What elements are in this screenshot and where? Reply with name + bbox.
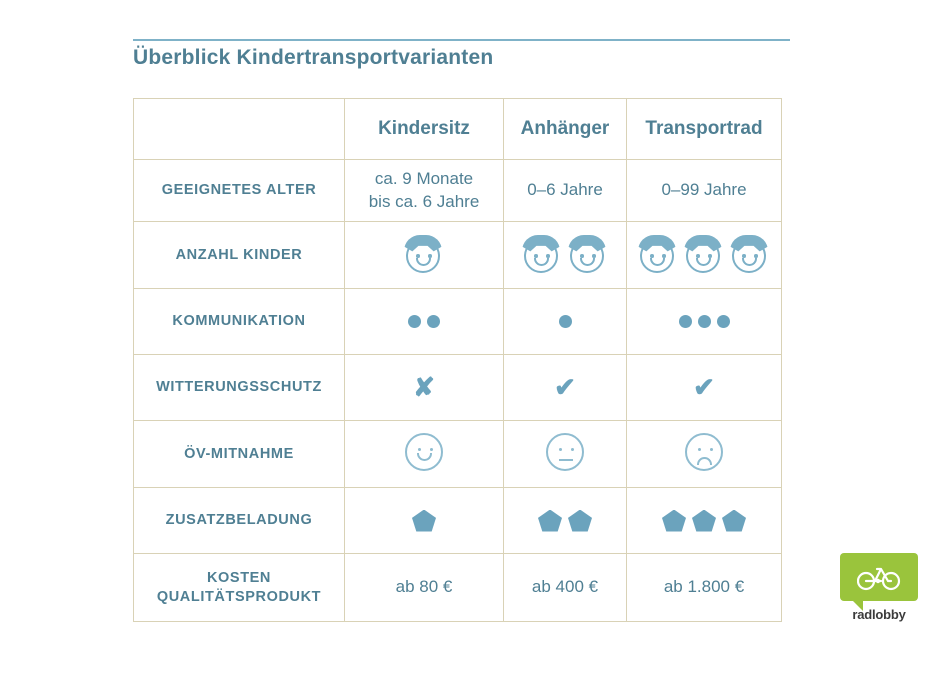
- cell-beladung-kindersitz: [345, 488, 504, 554]
- column-header-blank: [134, 99, 345, 160]
- table-header-row: [134, 99, 782, 160]
- row-label-alter: GEEIGNETES ALTER: [134, 160, 345, 222]
- cell-alter-kindersitz: [345, 160, 504, 222]
- bag-icon: [662, 510, 686, 532]
- cell-text-line1: ca. 9 Monate: [374, 168, 474, 188]
- child-face-icon: [730, 235, 770, 275]
- cell-kosten-transportrad: ab 1.800 €: [627, 554, 782, 622]
- cell-kosten-anhaenger: ab 400 €: [504, 554, 627, 622]
- cell-kinder-kindersitz: [345, 222, 504, 289]
- table-row: [134, 488, 782, 554]
- row-label-anzahl-kinder: ANZAHL KINDER: [134, 222, 345, 289]
- cell-kosten-kindersitz: ab 80 €: [345, 554, 504, 622]
- dot-icon: [559, 315, 572, 328]
- cell-witterung-transportrad: [627, 355, 782, 421]
- column-header-transportrad: Transportrad: [627, 99, 782, 160]
- cell-alter-anhaenger: 0–6 Jahre: [504, 160, 627, 222]
- smiley-sad-icon: [685, 433, 723, 471]
- table-row: [134, 421, 782, 488]
- child-face-icon: [568, 235, 608, 275]
- table-row: [134, 289, 782, 355]
- cell-kinder-anhaenger: [504, 222, 627, 289]
- child-face-icon: [684, 235, 724, 275]
- logo-wordmark: radlobby: [852, 607, 906, 622]
- cell-kommunikation-kindersitz: [345, 289, 504, 355]
- radlobby-logo: [840, 553, 918, 622]
- bag-icon: [538, 510, 562, 532]
- dot-icon: [427, 315, 440, 328]
- cell-oev-transportrad: [627, 421, 782, 488]
- bag-icon: [722, 510, 746, 532]
- table-row: [134, 222, 782, 289]
- table-row: [134, 160, 782, 222]
- bag-icon: [692, 510, 716, 532]
- column-header-kindersitz: Kindersitz: [345, 99, 504, 160]
- cell-kommunikation-anhaenger: [504, 289, 627, 355]
- bag-icon: [568, 510, 592, 532]
- cell-beladung-anhaenger: [504, 488, 627, 554]
- row-label-kosten: [134, 554, 345, 622]
- cross-icon: ✘: [413, 372, 435, 402]
- child-face-icon: [638, 235, 678, 275]
- page-title: Überblick Kindertransportvarianten: [133, 46, 494, 69]
- bicycle-icon: [857, 561, 901, 596]
- dot-icon: [408, 315, 421, 328]
- dot-icon: [698, 315, 711, 328]
- comparison-table: [133, 98, 782, 622]
- cell-kommunikation-transportrad: [627, 289, 782, 355]
- cell-alter-transportrad: 0–99 Jahre: [627, 160, 782, 222]
- cell-kinder-transportrad: [627, 222, 782, 289]
- bag-icon: [412, 510, 436, 532]
- check-icon: ✔: [554, 372, 576, 402]
- column-header-anhaenger: Anhänger: [504, 99, 627, 160]
- cell-text-line2: bis ca. 6 Jahre: [368, 191, 480, 211]
- row-label-line1: KOSTEN: [206, 569, 272, 586]
- title-divider: [133, 39, 790, 41]
- smiley-happy-icon: [405, 433, 443, 471]
- dot-icon: [679, 315, 692, 328]
- cell-oev-anhaenger: [504, 421, 627, 488]
- row-label-kommunikation: KOMMUNIKATION: [134, 289, 345, 355]
- check-icon: ✔: [693, 372, 715, 402]
- dot-icon: [717, 315, 730, 328]
- child-face-icon: [404, 235, 444, 275]
- row-label-line2: QUALITÄTSPRODUKT: [156, 588, 322, 605]
- child-face-icon: [522, 235, 562, 275]
- row-label-oev-mitnahme: ÖV-MITNAHME: [134, 421, 345, 488]
- cell-beladung-transportrad: [627, 488, 782, 554]
- cell-oev-kindersitz: [345, 421, 504, 488]
- row-label-witterungsschutz: WITTERUNGSSCHUTZ: [134, 355, 345, 421]
- table-row: [134, 355, 782, 421]
- table-row: [134, 554, 782, 622]
- cell-witterung-anhaenger: [504, 355, 627, 421]
- row-label-zusatzbeladung: ZUSATZBELADUNG: [134, 488, 345, 554]
- smiley-neutral-icon: [546, 433, 584, 471]
- cell-witterung-kindersitz: [345, 355, 504, 421]
